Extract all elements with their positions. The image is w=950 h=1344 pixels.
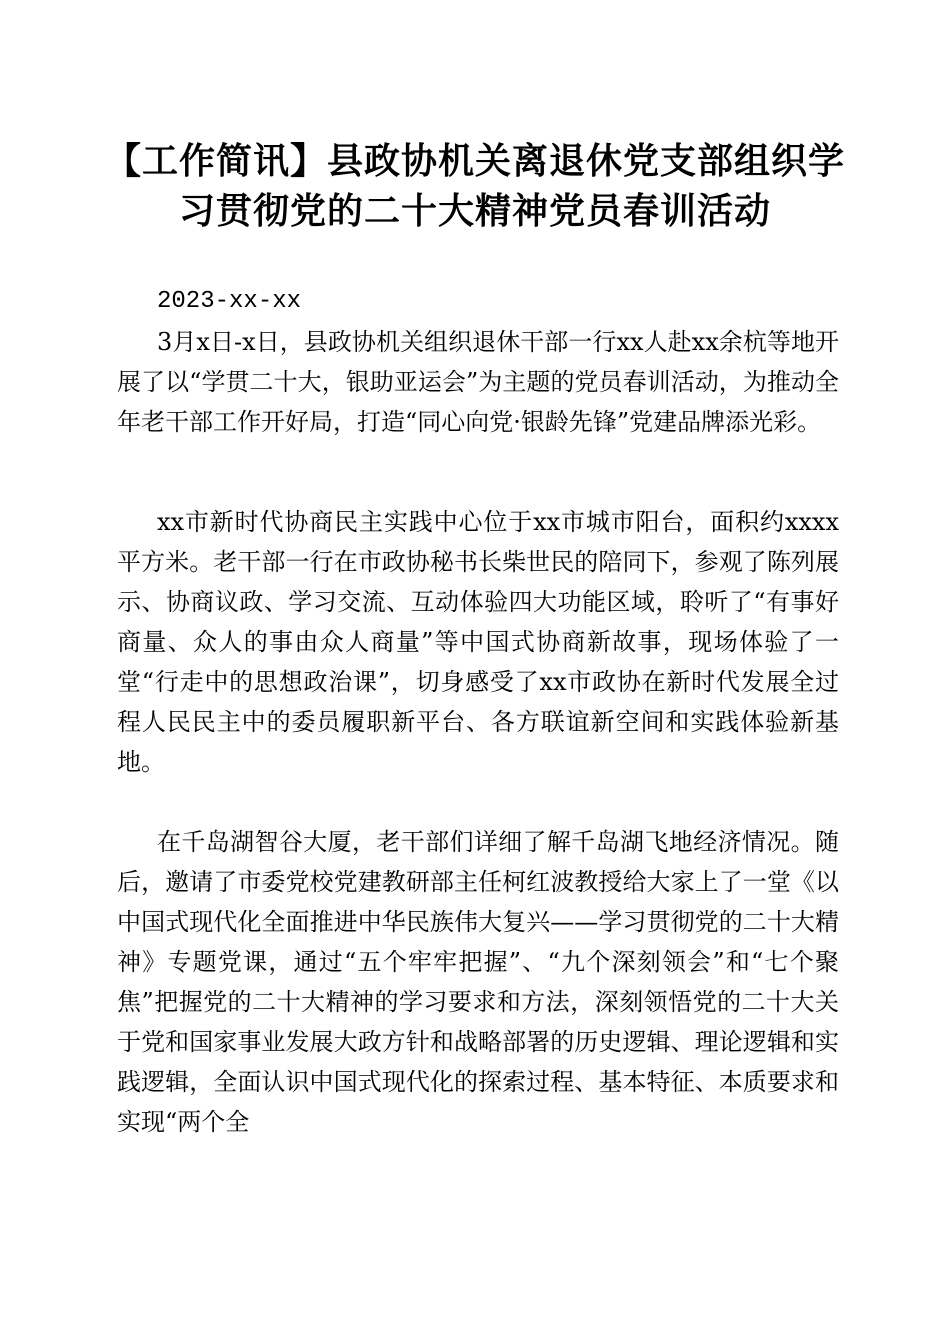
document-title-line-1: 【工作简讯】县政协机关离退休党支部组织学 [104, 140, 845, 182]
document-date: 2023-xx-xx [157, 288, 302, 315]
paragraph-1: 3月x日-x日，县政协机关组织退休干部一行xx人赴xx余杭等地开展了以“学贯二十大，银助亚运会”为主题的党员春训活动，为推动全年老干部工作开好局，打造“同心向党·银龄先锋”党建品牌添光彩。 [117, 328, 839, 436]
document-title-line-2: 习贯彻党的二十大精神党员春训活动 [178, 190, 771, 232]
paragraph-3: 在千岛湖智谷大厦，老干部们详细了解千岛湖飞地经济情况。随后，邀请了市委党校党建教研部主任柯红波教授给大家上了一堂《以中国式现代化全面推进中华民族伟大复兴——学习贯彻党的二十大精神》专题党课，通过“五个牢牢把握”、“九个深刻领会”和“七个聚焦”把握党的二十大精神的学习要求和方法，深刻领悟党的二十大关于党和国家事业发展大政方针和战略部署的历史逻辑、理论逻辑和实践逻辑，全面认识中国式现代化的探索过程、基本特征、本质要求和实现“两个全 [117, 828, 839, 1136]
paragraph-2: xx市新时代协商民主实践中心位于xx市城市阳台，面积约xxxx平方米。老干部一行在市政协秘书长柴世民的陪同下，参观了陈列展示、协商议政、学习交流、互动体验四大功能区域，聆听了“有事好商量、众人的事由众人商量”等中国式协商新故事，现场体验了一堂“行走中的思想政治课”，切身感受了xx市政协在新时代发展全过程人民民主中的委员履职新平台、各方联谊新空间和实践体验新基地。 [117, 508, 839, 776]
